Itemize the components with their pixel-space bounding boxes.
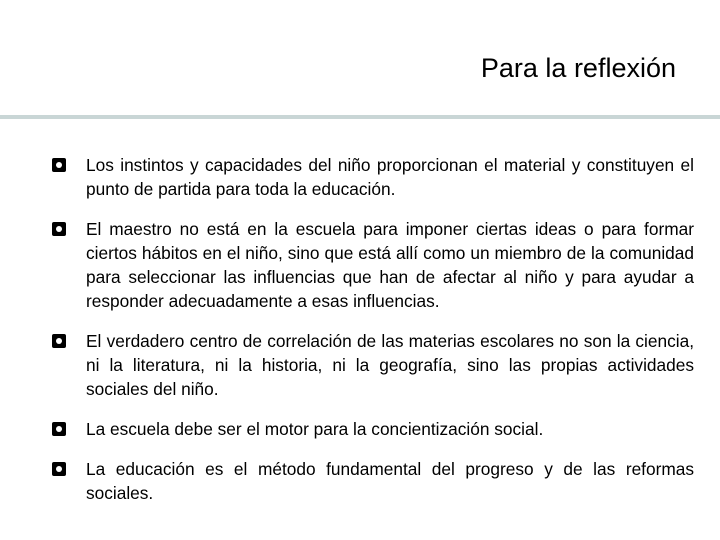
bullet-item-5 bbox=[52, 457, 694, 505]
bullet-text-1: Los instintos y capacidades del niño proporcionan el material y constituyen el punto de partida para toda la educación. bbox=[86, 155, 694, 199]
square-bullet-icon bbox=[52, 222, 66, 236]
square-bullet-icon bbox=[52, 422, 66, 436]
square-bullet-icon bbox=[52, 334, 66, 348]
bullet-list bbox=[52, 153, 694, 521]
square-bullet-icon bbox=[52, 462, 66, 476]
bullet-item-1 bbox=[52, 153, 694, 201]
bullet-item-3 bbox=[52, 329, 694, 401]
bullet-text-2: El maestro no está en la escuela para imponer ciertas ideas o para formar ciertos hábitos en el niño, sino que está allí como un miembro de la comunidad para seleccionar las influencias que han de afectar al niño y para ayudar a responder adecuadamente a esas influencias. bbox=[86, 219, 694, 311]
title-divider bbox=[0, 115, 720, 119]
bullet-text-4: La escuela debe ser el motor para la concientización social. bbox=[86, 419, 544, 439]
bullet-item-4 bbox=[52, 417, 694, 441]
bullet-text-3: El verdadero centro de correlación de las materias escolares no son la ciencia, ni la literatura, ni la historia, ni la geografía, sino las propias actividades sociales del niño. bbox=[86, 331, 694, 399]
bullet-item-2 bbox=[52, 217, 694, 313]
bullet-text-5: La educación es el método fundamental del progreso y de las reformas sociales. bbox=[86, 459, 694, 503]
square-bullet-icon bbox=[52, 158, 66, 172]
slide-title: Para la reflexión bbox=[480, 53, 676, 83]
